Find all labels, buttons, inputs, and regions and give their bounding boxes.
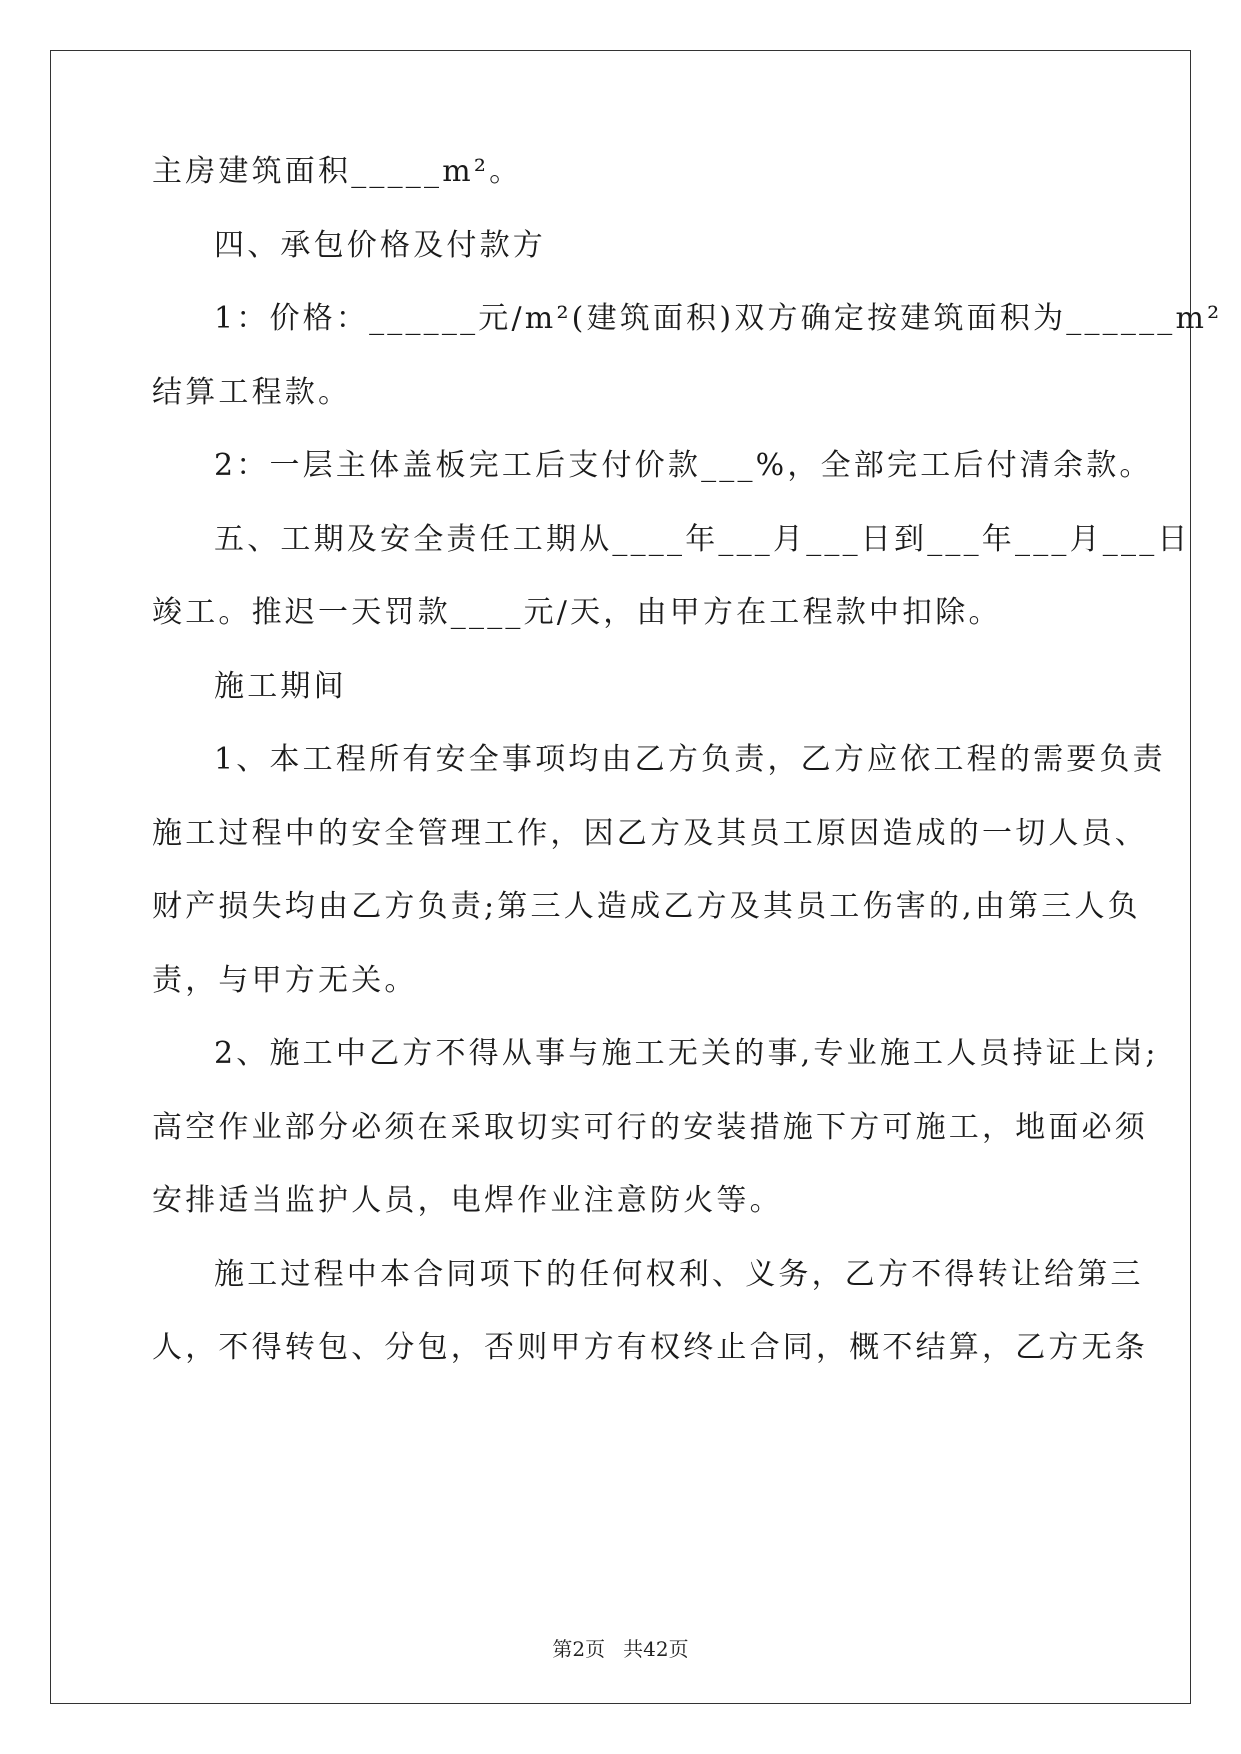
text-line: 施工过程中本合同项下的任何权利、义务，乙方不得转让给第三: [214, 1257, 1144, 1292]
text-line: 人，不得转包、分包，否则甲方有权终止合同，概不结算，乙方无条: [152, 1330, 1148, 1365]
page-footer: [0, 1636, 1241, 1662]
text-line: 结算工程款。: [152, 375, 352, 410]
page-number-total: 共42页: [623, 1637, 689, 1661]
text-line: 2：一层主体盖板完工后支付价款___%，全部完工后付清余款。: [214, 448, 1153, 483]
text-line: 1：价格：______元/m²(建筑面积)双方确定按建筑面积为______m²: [214, 301, 1223, 336]
section-heading: 四、承包价格及付款方: [214, 228, 546, 263]
page-number-current: 第2页: [552, 1637, 606, 1661]
text-line: 竣工。推迟一天罚款____元/天，由甲方在工程款中扣除。: [152, 595, 1002, 630]
text-line: 高空作业部分必须在采取切实可行的安装措施下方可施工，地面必须: [152, 1110, 1148, 1145]
text-line: 1、本工程所有安全事项均由乙方负责，乙方应依工程的需要负责: [214, 742, 1166, 777]
section-heading: 五、工期及安全责任工期从____年___月___日到___年___月___日: [214, 522, 1191, 557]
text-line: 责，与甲方无关。: [152, 963, 418, 998]
text-line: 安排适当监护人员，电焊作业注意防火等。: [152, 1183, 783, 1218]
section-heading: 施工期间: [214, 669, 347, 704]
text-line: 主房建筑面积_____m²。: [152, 154, 523, 189]
text-line: 2、施工中乙方不得从事与施工无关的事,专业施工人员持证上岗;: [214, 1036, 1159, 1071]
text-line: 施工过程中的安全管理工作，因乙方及其员工原因造成的一切人员、: [152, 816, 1148, 851]
text-line: 财产损失均由乙方负责;第三人造成乙方及其员工伤害的,由第三人负: [152, 889, 1141, 924]
